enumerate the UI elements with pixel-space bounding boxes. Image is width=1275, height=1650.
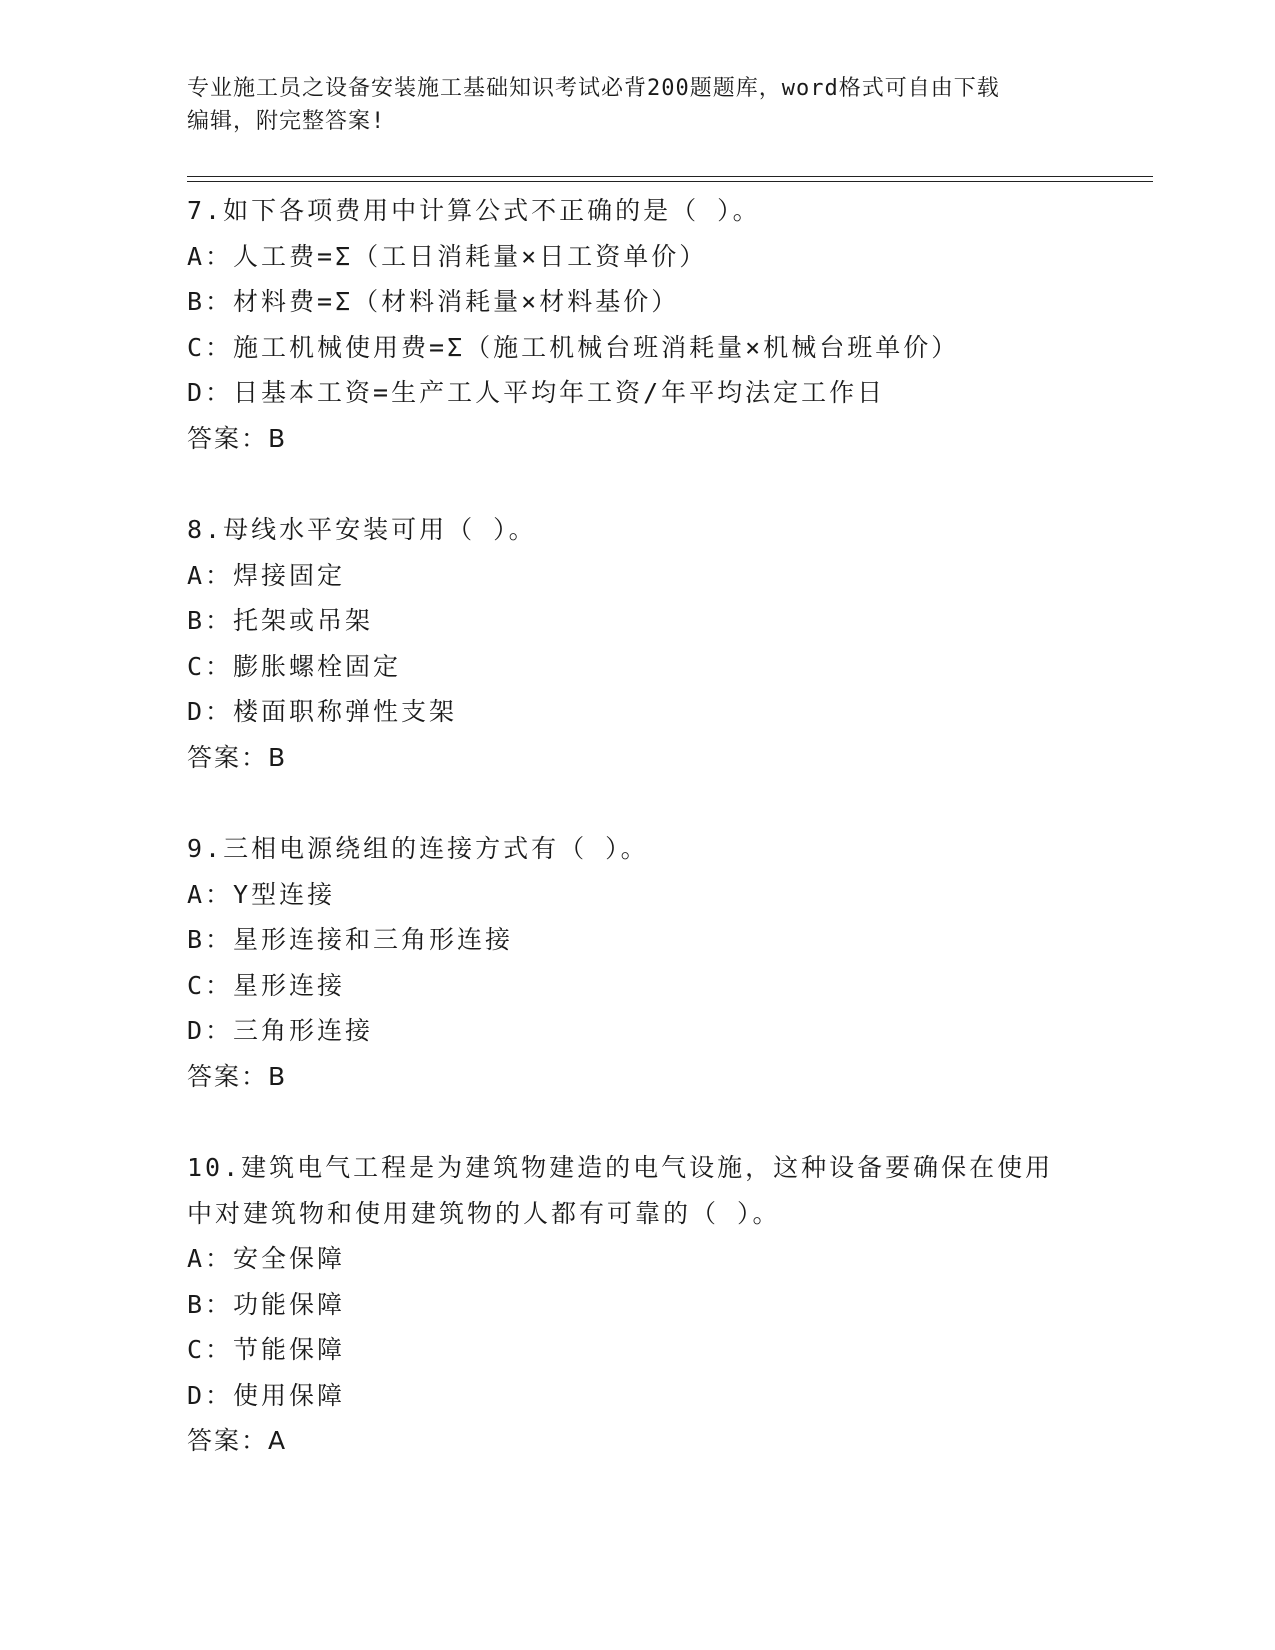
header-line-2: 编辑，附完整答案! [187,109,386,134]
answer-label: 答案：B [187,423,288,453]
question-stem: 10.建筑电气工程是为建筑物建造的电气设施，这种设备要确保在使用中对建筑物和使用建筑物的人都有可靠的（ ）。 [187,1153,1054,1228]
answer-label: 答案：B [187,742,288,772]
header-line-1: 专业施工员之设备安装施工基础知识考试必背200题题库，word格式可自由下载 [187,76,1000,101]
option-d: D：三角形连接 [187,1016,374,1045]
option-b: B：功能保障 [187,1289,346,1319]
option-b: B：材料费=Σ（材料消耗量×材料基价） [187,287,680,316]
option-b: B：托架或吊架 [187,606,374,635]
option-c: C：星形连接 [187,970,346,1000]
question-stem: 8.母线水平安装可用（ ）。 [187,515,537,544]
answer-label: 答案：B [187,1061,288,1091]
option-a: A：安全保障 [187,1244,346,1273]
question-10 [187,1145,1087,1464]
question-7 [187,188,1087,461]
document-header [187,72,1067,138]
question-8 [187,507,1087,780]
option-d: D：日基本工资=生产工人平均年工资/年平均法定工作日 [187,378,886,407]
option-b: B：星形连接和三角形连接 [187,925,514,954]
option-c: C：节能保障 [187,1335,346,1364]
option-a: A：人工费=Σ（工日消耗量×日工资单价） [187,241,708,271]
header-divider-top [187,176,1153,177]
option-d: D：使用保障 [187,1380,346,1410]
option-c: C：施工机械使用费=Σ（施工机械台班消耗量×机械台班单价） [187,332,960,362]
option-d: D：楼面职称弹性支架 [187,697,458,726]
question-stem: 9.三相电源绕组的连接方式有（ ）。 [187,834,649,863]
question-list [187,188,1087,1464]
option-a: A：焊接固定 [187,560,346,590]
question-9 [187,826,1087,1099]
option-a: A：Y型连接 [187,879,336,909]
answer-label: 答案：A [187,1426,288,1455]
header-divider-bottom [187,181,1153,182]
option-c: C：膨胀螺栓固定 [187,651,402,681]
question-stem: 7.如下各项费用中计算公式不正确的是（ ）。 [187,196,761,225]
